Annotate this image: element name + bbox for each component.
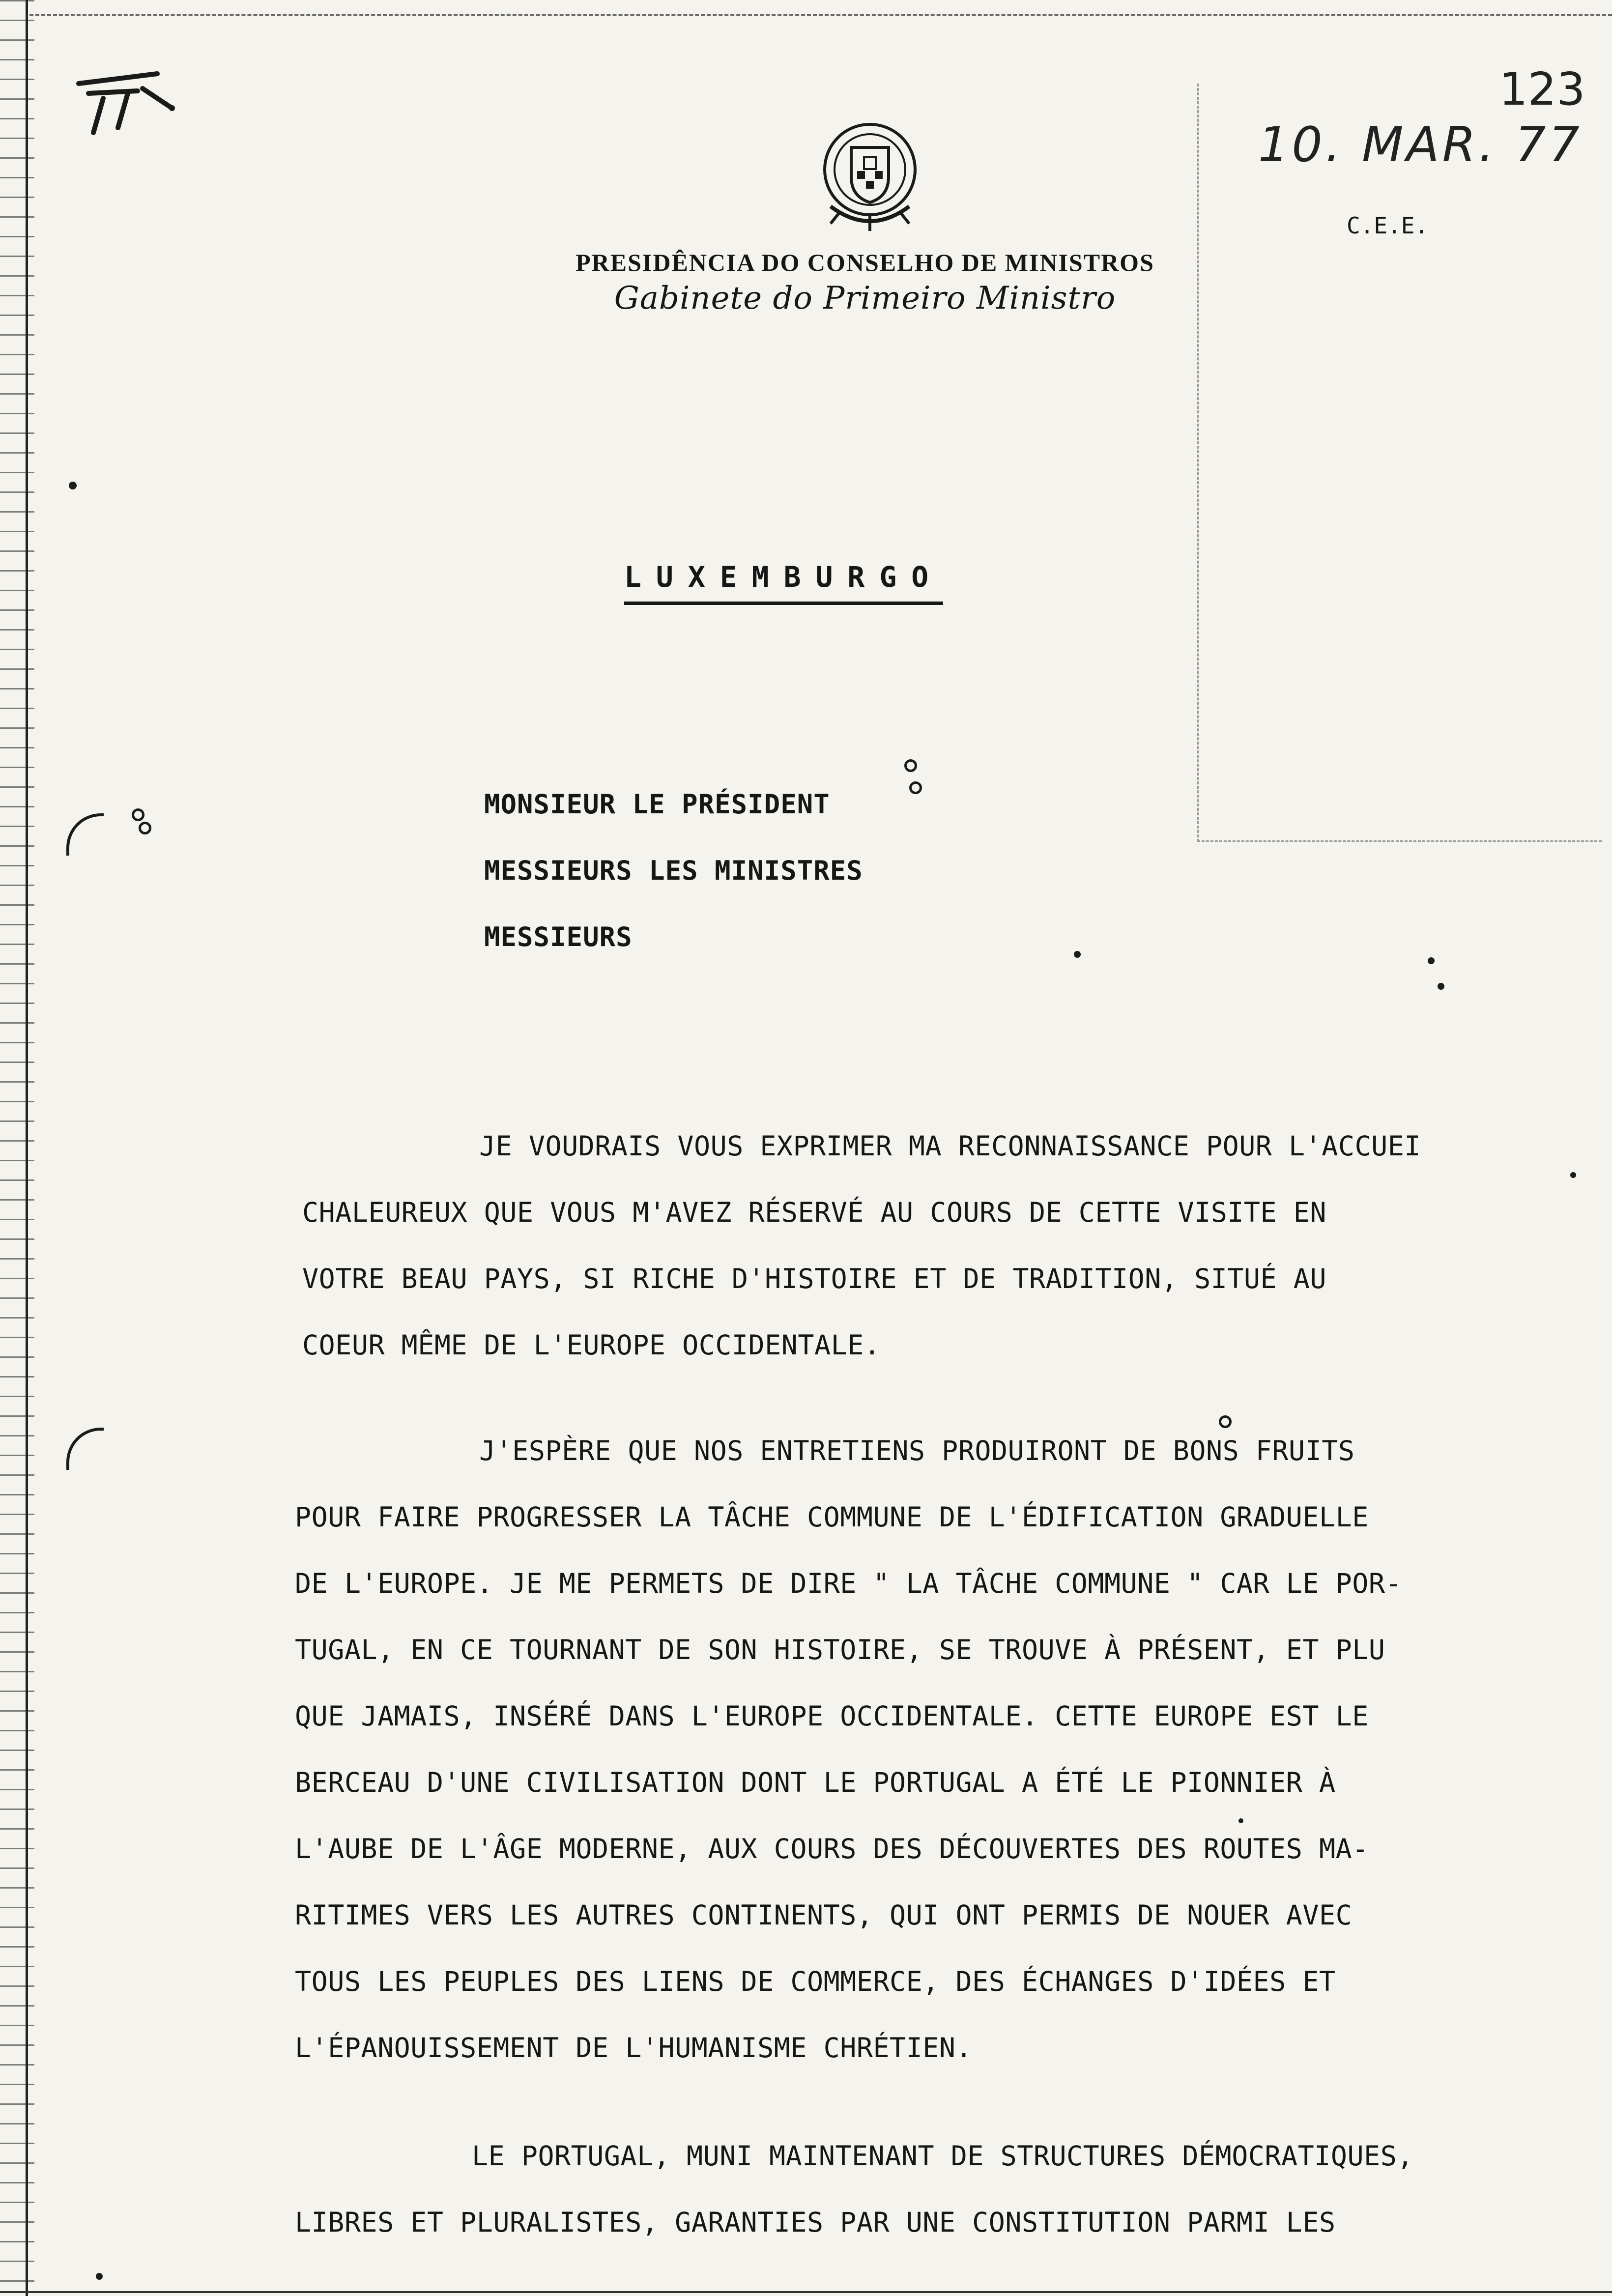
body-text-line: QUE JAMAIS, INSÉRÉ DANS L'EUROPE OCCIDENTALE. CETTE EUROPE EST LE (295, 1700, 1369, 1732)
speckle-dot (69, 482, 77, 489)
body-text-line: POUR FAIRE PROGRESSER LA TÂCHE COMMUNE DE L'ÉDIFICATION GRADUELLE (295, 1501, 1369, 1533)
speckle-dot (1570, 1172, 1576, 1178)
punch-hole-mark (66, 1428, 104, 1470)
salutation-line: MONSIEUR LE PRÉSIDENT (484, 789, 830, 820)
folio-number: 123 (1499, 63, 1585, 115)
body-text-line: TUGAL, EN CE TOURNANT DE SON HISTOIRE, SE TROUVE À PRÉSENT, ET PLU (295, 1634, 1385, 1665)
body-text-line: TOUS LES PEUPLES DES LIENS DE COMMERCE, DES ÉCHANGES D'IDÉES ET (295, 1966, 1336, 1997)
body-text-line: RITIMES VERS LES AUTRES CONTINENTS, QUI ONT PERMIS DE NOUER AVEC (295, 1899, 1353, 1931)
coat-of-arms-emblem (811, 113, 929, 236)
body-text-line: LIBRES ET PLURALISTES, GARANTIES PAR UNE CONSTITUTION PARMI LES (295, 2207, 1336, 2238)
corner-scribble-mark (74, 64, 192, 143)
body-text-line: LE PORTUGAL, MUNI MAINTENANT DE STRUCTURES DÉMOCRATIQUES, (472, 2140, 1413, 2172)
cee-stamp-label: C.E.E. (1347, 212, 1429, 239)
speckle-dot (1428, 957, 1435, 964)
handwritten-date: 10. MAR. 77 (1258, 117, 1583, 173)
body-text-line: DE L'EUROPE. JE ME PERMETS DE DIRE " LA TÂCHE COMMUNE " CAR LE POR- (295, 1568, 1402, 1599)
body-text-line: VOTRE BEAU PAYS, SI RICHE D'HISTOIRE ET DE TRADITION, SITUÉ AU (302, 1263, 1326, 1294)
document-title: LUXEMBURGO (624, 560, 943, 605)
speckle-dot (1074, 951, 1081, 958)
body-text-line: L'AUBE DE L'ÂGE MODERNE, AUX COURS DES DÉCOUVERTES DES ROUTES MA- (295, 1833, 1369, 1865)
body-text-line: L'ÉPANOUISSEMENT DE L'HUMANISME CHRÉTIEN. (295, 2032, 973, 2064)
salutation-line: MESSIEURS (484, 921, 633, 952)
speckle-dot (96, 2273, 103, 2280)
speckle-ring (139, 822, 151, 834)
binding-edge (0, 0, 34, 2296)
office-subheading: Gabinete do Primeiro Ministro (614, 280, 1116, 316)
bottom-edge-rule (0, 2291, 1612, 2293)
body-text-line: J'ESPÈRE QUE NOS ENTRETIENS PRODUIRONT DE BONS FRUITS (479, 1435, 1355, 1466)
speckle-dot (1438, 983, 1444, 990)
salutation-line: MESSIEURS LES MINISTRES (484, 855, 863, 886)
body-text-line: BERCEAU D'UNE CIVILISATION DONT LE PORTUGAL A ÉTÉ LE PIONNIER À (295, 1767, 1336, 1798)
body-text-line: JE VOUDRAIS VOUS EXPRIMER MA RECONNAISSANCE POUR L'ACCUEI (479, 1130, 1421, 1162)
speckle-ring (132, 808, 144, 821)
speckle-ring (909, 781, 922, 794)
speckle-ring (1219, 1415, 1232, 1428)
body-text-line: CHALEUREUX QUE VOUS M'AVEZ RÉSERVÉ AU COURS DE CETTE VISITE EN (302, 1197, 1326, 1228)
binding-line (26, 0, 28, 2296)
top-edge-rule (29, 14, 1612, 16)
stamp-box-outline (1197, 84, 1602, 842)
institution-heading: PRESIDÊNCIA DO CONSELHO DE MINISTROS (576, 249, 1154, 276)
punch-hole-mark (66, 813, 104, 856)
speckle-dot (1238, 1818, 1243, 1823)
body-text-line: COEUR MÊME DE L'EUROPE OCCIDENTALE. (302, 1329, 881, 1361)
speckle-ring (904, 759, 917, 772)
